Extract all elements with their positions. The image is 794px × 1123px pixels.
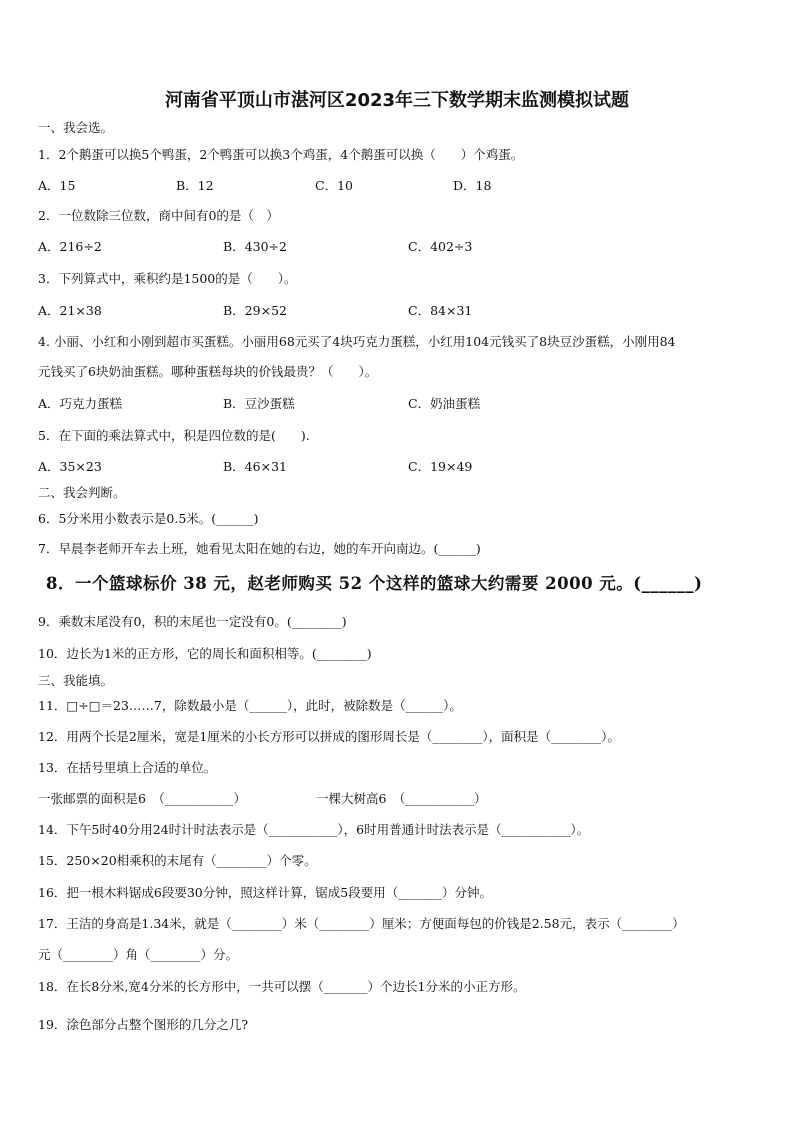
q3-option-c: C．84×31: [408, 303, 473, 318]
question-4-line-2: 元钱买了6块奶油蛋糕。哪种蛋糕每块的价钱最贵？（ ）。: [38, 364, 378, 379]
question-13-tree: 一棵大树高6 （___________）: [316, 791, 487, 806]
q1-option-c: C．10: [315, 178, 353, 193]
question-14: 14．下午5时40分用24时计时法表示是（___________），6时用普通计时法表示是（___________）。: [38, 822, 590, 837]
q2-option-b: B．430÷2: [223, 239, 287, 254]
q2-option-a: A．216÷2: [38, 239, 102, 254]
question-8: 8．一个篮球标价 38 元，赵老师购买 52 个这样的篮球大约需要 2000 元。(______): [46, 574, 703, 593]
question-5: 5．在下面的乘法算式中，积是四位数的是( ).: [38, 428, 310, 443]
q3-option-a: A．21×38: [38, 303, 102, 318]
question-3: 3．下列算式中，乘积约是1500的是（ ）。: [38, 271, 297, 286]
question-16: 16．把一根木料锯成6段要30分钟，照这样计算，锯成5段要用（_______）分钟。: [38, 885, 492, 900]
question-7: 7．早晨李老师开车去上班，她看见太阳在她的右边，她的车开向南边。(______): [38, 541, 481, 556]
q4-option-b: B．豆沙蛋糕: [223, 396, 295, 411]
question-19: 19．涂色部分占整个图形的几分之几?: [38, 1017, 249, 1032]
question-17-line-1: 17．王洁的身高是1.34米，就是（________）米（________）厘米；方便面每包的价钱是2.58元，表示（________）: [38, 916, 685, 931]
section-heading-judge: 二、我会判断。: [38, 485, 126, 500]
section-heading-fill: 三、我能填。: [38, 673, 114, 688]
question-1: 1．2个鹅蛋可以换5个鸭蛋，2个鸭蛋可以换3个鸡蛋，4个鹅蛋可以换（ ）个鸡蛋。: [38, 147, 524, 162]
q2-option-c: C．402÷3: [408, 239, 473, 254]
q3-option-b: B．29×52: [223, 303, 287, 318]
q5-option-c: C．19×49: [408, 459, 473, 474]
q1-option-a: A．15: [38, 178, 76, 193]
q5-option-b: B．46×31: [223, 459, 287, 474]
q5-option-a: A．35×23: [38, 459, 102, 474]
question-4-line-1: 4. 小丽、小红和小刚到超市买蛋糕。小丽用68元买了4块巧克力蛋糕，小红用104元钱买了8块豆沙蛋糕，小刚用84: [38, 334, 676, 349]
page-title: 河南省平顶山市湛河区2023年三下数学期末监测模拟试题: [164, 90, 630, 111]
question-15: 15．250×20相乘积的末尾有（________）个零。: [38, 853, 317, 868]
question-18: 18．在长8分米,宽4分米的长方形中，一共可以摆（_______）个边长1分米的小正方形。: [38, 979, 526, 994]
question-10: 10．边长为1米的正方形，它的周长和面积相等。(________): [38, 646, 372, 661]
question-13: 13．在括号里填上合适的单位。: [38, 760, 217, 775]
question-17-line-2: 元（________）角（________）分。: [38, 947, 239, 962]
question-9: 9．乘数末尾没有0，积的末尾也一定没有0。(________): [38, 614, 347, 629]
question-6: 6．5分米用小数表示是0.5米。(______): [38, 511, 259, 526]
q4-option-c: C．奶油蛋糕: [408, 396, 481, 411]
section-heading-choice: 一、我会选。: [38, 120, 114, 135]
question-2: 2．一位数除三位数，商中间有0的是（ ）: [38, 208, 279, 223]
question-11: 11．□÷□＝23……7，除数最小是（______），此时，被除数是（______）。: [38, 698, 462, 713]
q4-option-a: A．巧克力蛋糕: [38, 396, 123, 411]
question-12: 12．用两个长是2厘米，宽是1厘米的小长方形可以拼成的图形周长是（________），面积是（________）。: [38, 729, 620, 744]
q1-option-d: D．18: [453, 178, 492, 193]
question-13-stamp: 一张邮票的面积是6 （___________）: [38, 791, 246, 806]
q1-option-b: B．12: [176, 178, 214, 193]
